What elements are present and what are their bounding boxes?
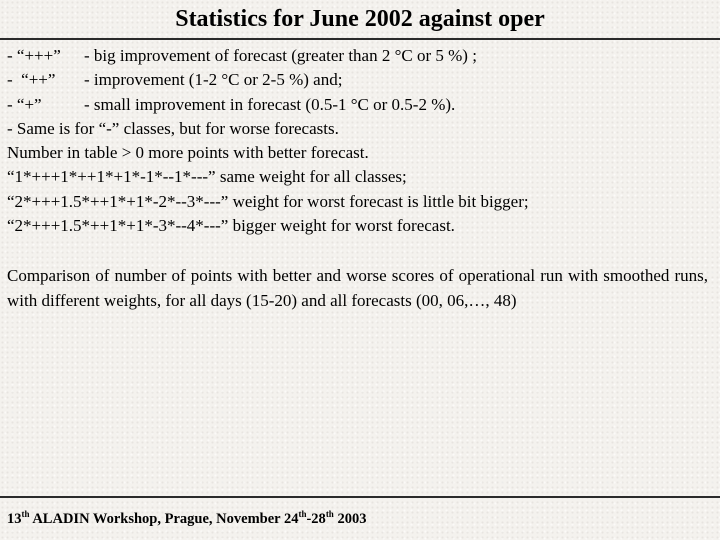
legend-description: - improvement (1-2 °C or 2-5 %) and; <box>84 70 343 90</box>
legend-row-small-improvement <box>7 93 713 117</box>
weight-definition-bigger: “2*+++1.5*++1*+1*-2*--3*---” weight for worst forecast is little bit bigger; <box>7 191 529 211</box>
weight-definition-equal: “1*+++1*++1*+1*-1*--1*---” same weight for all classes; <box>7 167 407 187</box>
legend-row-big-improvement <box>7 44 713 68</box>
legend-description: - small improvement in forecast (0.5-1 °C or 0.5-2 %). <box>84 94 456 114</box>
table-number-note: Number in table > 0 more points with better forecast. <box>7 143 369 163</box>
class-legend <box>7 44 713 238</box>
worse-classes-note: - Same is for “-” classes, but for worse forecasts. <box>7 118 339 138</box>
title-divider <box>0 38 720 40</box>
comparison-paragraph: Comparison of number of points with better and worse scores of operational run with smoothed runs, with different weights, for all days (15-20) and all forecasts (00, 06,…, 48) <box>7 266 708 310</box>
legend-symbol: - “+++” <box>7 46 61 65</box>
workshop-footer: 13th ALADIN Workshop, Prague, November 24th-28th 2003 <box>7 509 367 527</box>
slide-title: Statistics for June 2002 against oper <box>175 6 545 32</box>
legend-description: - big improvement of forecast (greater than 2 °C or 5 %) ; <box>84 46 477 65</box>
legend-symbol: - “++” <box>7 70 56 90</box>
legend-row-improvement <box>7 68 713 92</box>
legend-symbol: - “+” <box>7 94 42 114</box>
footer-divider <box>0 496 720 498</box>
weight-definition-biggest: “2*+++1.5*++1*+1*-3*--4*---” bigger weight for worst forecast. <box>7 216 455 236</box>
